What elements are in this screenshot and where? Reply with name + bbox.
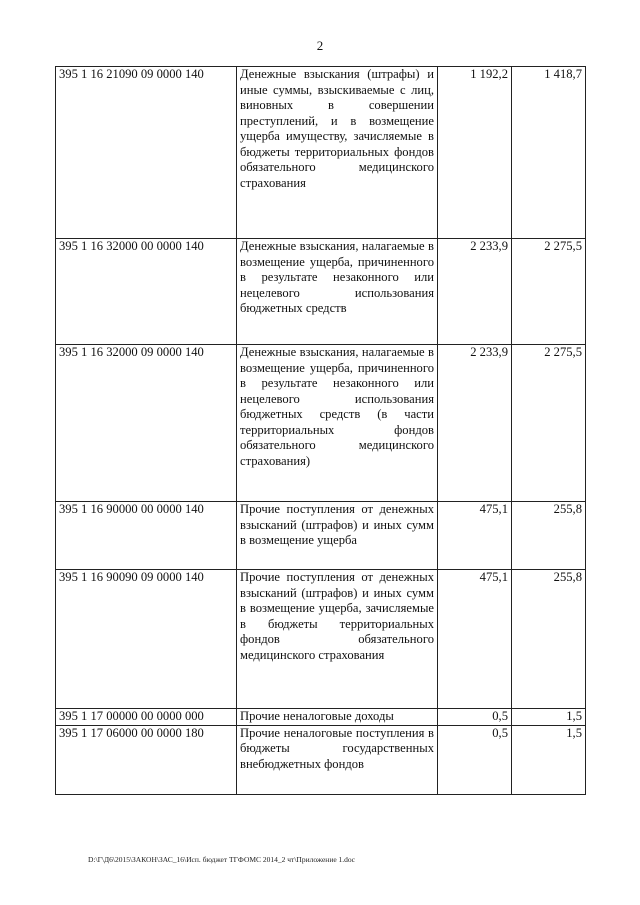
table-row <box>56 345 586 502</box>
amount-cell: 475,1 <box>438 570 512 709</box>
amount-cell: 0,5 <box>438 709 512 726</box>
amount-cell: 2 275,5 <box>512 239 586 345</box>
table-row <box>56 709 586 726</box>
amount-cell: 1 418,7 <box>512 67 586 239</box>
amount-cell: 0,5 <box>438 725 512 794</box>
description-cell: Прочие неналоговые доходы <box>237 709 438 726</box>
description-cell: Денежные взыскания, налагаемые в возмещение ущерба, причиненного в результате незаконного или нецелевого использования бюджетных средств (в части территориальных фондов обязательного медицинского страхования) <box>237 345 438 502</box>
description-cell: Прочие поступления от денежных взысканий (штрафов) и иных сумм в возмещение ущерба <box>237 502 438 570</box>
amount-cell: 2 233,9 <box>438 345 512 502</box>
amount-cell: 255,8 <box>512 570 586 709</box>
budget-code-cell: 395 1 16 21090 09 0000 140 <box>56 67 237 239</box>
file-path-footer: D:\Г\Д6\2015\ЗАКОН\ЗАС_16\Исп. бюджет ТГФОМС 2014_2 чт\Приложение 1.doc <box>88 855 355 864</box>
table-row <box>56 239 586 345</box>
amount-cell: 255,8 <box>512 502 586 570</box>
budget-code-cell: 395 1 16 32000 09 0000 140 <box>56 345 237 502</box>
description-cell: Прочие неналоговые поступления в бюджеты государственных внебюджетных фондов <box>237 725 438 794</box>
budget-code-cell: 395 1 16 90090 09 0000 140 <box>56 570 237 709</box>
amount-cell: 1 192,2 <box>438 67 512 239</box>
amount-cell: 1,5 <box>512 725 586 794</box>
table-row <box>56 502 586 570</box>
description-cell: Денежные взыскания, налагаемые в возмещение ущерба, причиненного в результате незаконного или нецелевого использования бюджетных средств <box>237 239 438 345</box>
budget-code-cell: 395 1 16 90000 00 0000 140 <box>56 502 237 570</box>
amount-cell: 1,5 <box>512 709 586 726</box>
amount-cell: 2 233,9 <box>438 239 512 345</box>
page-number: 2 <box>316 38 324 53</box>
amount-cell: 2 275,5 <box>512 345 586 502</box>
description-cell: Прочие поступления от денежных взысканий (штрафов) и иных сумм в возмещение ущерба, зачисляемые в бюджеты территориальных фондов обязательного медицинского страхования <box>237 570 438 709</box>
budget-code-cell: 395 1 16 32000 00 0000 140 <box>56 239 237 345</box>
table-row <box>56 67 586 239</box>
table-row <box>56 570 586 709</box>
budget-code-cell: 395 1 17 00000 00 0000 000 <box>56 709 237 726</box>
budget-code-cell: 395 1 17 06000 00 0000 180 <box>56 725 237 794</box>
description-cell: Денежные взыскания (штрафы) и иные суммы, взыскиваемые с лиц, виновных в совершении преступлений, и в возмещение ущерба имуществу, зачисляемые в бюджеты территориальных фондов обязательного медицинского страхования <box>237 67 438 239</box>
table-row <box>56 725 586 794</box>
revenue-table <box>55 66 586 795</box>
amount-cell: 475,1 <box>438 502 512 570</box>
